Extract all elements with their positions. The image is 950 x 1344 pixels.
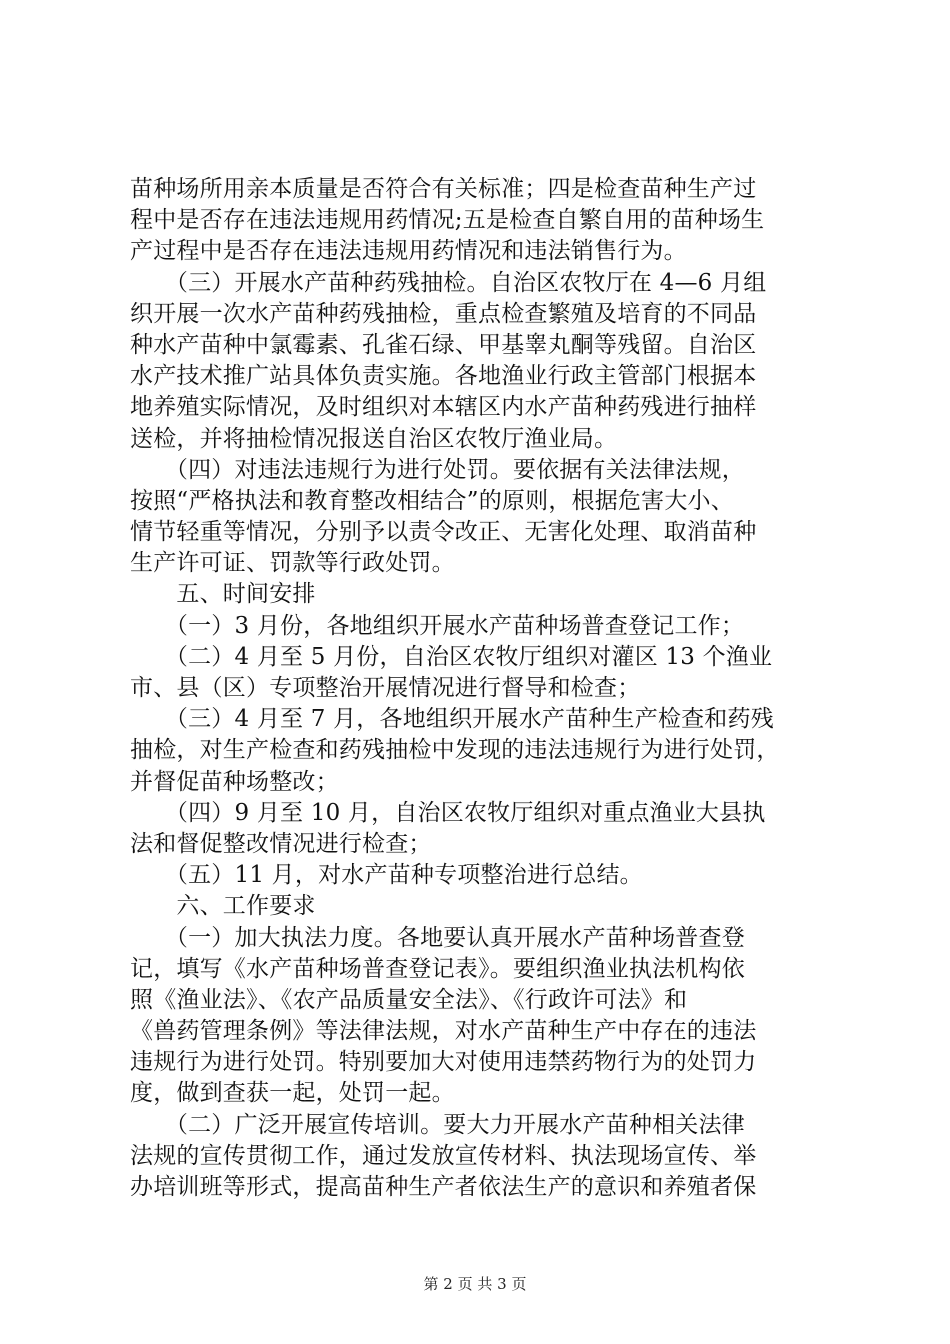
body-text-line: （三）开展水产苗种药残抽检。自治区农牧厅在 4—6 月组 bbox=[130, 269, 767, 296]
body-text-line: 程中是否存在违法违规用药情况;五是检查自繁自用的苗种场生 bbox=[130, 207, 765, 234]
body-text-line: 水产技术推广站具体负责实施。各地渔业行政主管部门根据本 bbox=[130, 363, 757, 390]
body-text-line: 种水产苗种中氯霉素、孔雀石绿、甲基睾丸酮等残留。自治区 bbox=[130, 331, 757, 358]
body-text-line: （一）加大执法力度。各地要认真开展水产苗种场普查登 bbox=[130, 924, 745, 951]
body-text-line: 抽检，对生产检查和药残抽检中发现的违法违规行为进行处罚， bbox=[130, 737, 780, 764]
body-text-line: 苗种场所用亲本质量是否符合有关标准；四是检查苗种生产过 bbox=[130, 176, 757, 202]
body-text-line: （四）对违法违规行为进行处罚。要依据有关法律法规， bbox=[130, 456, 745, 483]
body-text-line: 违规行为进行处罚。特别要加大对使用违禁药物行为的处罚力 bbox=[130, 1049, 757, 1076]
body-text-line: 办培训班等形式，提高苗种生产者依法生产的意识和养殖者保 bbox=[130, 1174, 757, 1200]
body-text-line: 市、县（区）专项整治开展情况进行督导和检查； bbox=[130, 675, 641, 701]
body-text-line: 法规的宣传贯彻工作，通过发放宣传材料、执法现场宣传、举 bbox=[130, 1142, 757, 1169]
body-text-line: 法和督促整改情况进行检查； bbox=[130, 830, 432, 857]
body-text-line: 生产许可证、罚款等行政处罚。 bbox=[130, 550, 455, 577]
page-number-footer: 第 2 页 共 3 页 bbox=[423, 1275, 527, 1293]
body-text-line: （二）4 月至 5 月份，自治区农牧厅组织对灌区 13 个渔业 bbox=[130, 643, 773, 670]
body-text-line: （五）11 月，对水产苗种专项整治进行总结。 bbox=[130, 862, 643, 889]
body-text-line: 按照“严格执法和教育整改相结合”的原则，根据危害大小、 bbox=[130, 487, 734, 514]
body-text-line: （三）4 月至 7 月，各地组织开展水产苗种生产检查和药残 bbox=[130, 706, 774, 733]
body-text-line: 情节轻重等情况，分别予以责令改正、无害化处理、取消苗种 bbox=[130, 519, 757, 546]
body-text-line: 地养殖实际情况，及时组织对本辖区内水产苗种药残进行抽样 bbox=[130, 394, 757, 421]
body-text-line: （二）广泛开展宣传培训。要大力开展水产苗种相关法律 bbox=[130, 1111, 745, 1138]
body-text-line: 度，做到查获一起，处罚一起。 bbox=[130, 1080, 455, 1107]
body-text-line: 五、时间安排 bbox=[130, 581, 316, 608]
body-text-line: 照《渔业法》、《农产品质量安全法》、《行政许可法》和 bbox=[130, 986, 688, 1013]
body-text-line: 记，填写《水产苗种场普查登记表》。要组织渔业执法机构依 bbox=[130, 955, 745, 982]
body-text-line: 六、工作要求 bbox=[130, 893, 316, 920]
body-text-line: 并督促苗种场整改； bbox=[130, 768, 339, 795]
body-text-line: （四）9 月至 10 月，自治区农牧厅组织对重点渔业大县执 bbox=[130, 799, 766, 826]
body-text-line: （一）3 月份，各地组织开展水产苗种场普查登记工作； bbox=[130, 612, 745, 639]
body-text-line: 送检，并将抽检情况报送自治区农牧厅渔业局。 bbox=[130, 425, 618, 452]
body-text-line: 织开展一次水产苗种药残抽检，重点检查繁殖及培育的不同品 bbox=[130, 300, 757, 327]
body-text-line: 产过程中是否存在违法违规用药情况和违法销售行为。 bbox=[130, 238, 687, 265]
body-text-line: 《兽药管理条例》等法律法规，对水产苗种生产中存在的违法 bbox=[130, 1018, 757, 1045]
document-body bbox=[130, 174, 830, 1203]
